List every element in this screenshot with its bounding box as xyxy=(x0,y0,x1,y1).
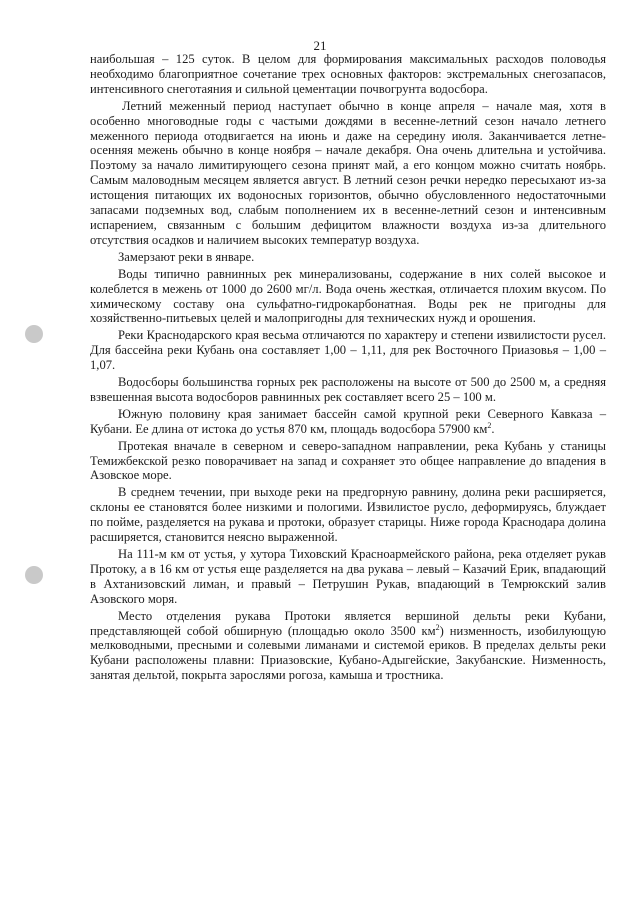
paragraph-kuban-direction: Протекая вначале в северном и северо-западном направлении, река Кубань у станицы Темижбекской резко поворачивает на запад и сохраняет это общее направление до впадения в Азовское море. xyxy=(90,438,606,483)
paragraph-catchment-heights: Водосборы большинства горных рек расположены на высоте от 500 до 2500 м, а средняя взвешенная высота водосборов равнинных рек составляет всего 25 – 100 м. xyxy=(90,375,606,404)
paragraph-freezing: Замерзают реки в январе. xyxy=(118,249,255,264)
paragraph-summer-low-water: Летний меженный период наступает обычно в конце апреля – начале мая, хотя в особенно многоводные годы с частыми дождями в весенне-летний сезон начало летнего меженного периода отодвигается на июнь и даже на середину июля. Заканчивается летне-осенняя межень обычно в конце ноября – начале декабря. Она очень длительна и устойчива. Поэтому за начало лимитирующего сезона принят май, а его концом можно считать ноябрь. Самым маловодным месяцем является август. В летний сезон речки нередко пересыхают из-за истощения питающих их водоносных горизонтов, обычно обусловленного недостаточными запасами подземных вод, слабым пополнением их в весенне-летний сезон и интенсивным испарением, связанным с большим дефицитом влажности воздуха из-за длительного отсутствия осадков и наличием высоких температур воздуха. xyxy=(90,98,606,247)
delta-text: Место отделения рукава Протоки является вершиной дельты реки Кубани, представляющей собой обширную (площадью около 3500 км xyxy=(90,608,606,638)
paragraph-mineralization: Воды типично равнинных рек минерализованы, содержание в них солей высокое и колеблется в межень от 1000 до 2600 мг/л. Вода очень жесткая, отличается плохим вкусом. По химическому составу она сульфатно-гидрокарбонатная. Воды рек не пригодны для хозяйственно-питьевых целей и малопригодны для технических нужд и орошения. xyxy=(90,266,606,326)
punch-hole-top xyxy=(25,325,43,343)
kuban-text: Южную половину края занимает бассейн самой крупной реки Северного Кавказа – Кубани. Ее длина от истока до устья 870 км, площадь водосбора 57900 км xyxy=(90,406,606,436)
delta-sup: 2 xyxy=(435,622,440,632)
paragraph-branches: На 111-м км от устья, у хутора Тиховский Красноармейского района, река отделяет рукав Протоку, а в 16 км от устья еще разделяется на два рукава – левый – Казачий Ерик, впадающий в Ахтанизовский лиман, и правый – Петрушин Рукав, впадающий в Темрюкский залив Азовского моря. xyxy=(90,547,606,606)
paragraph-sinuosity: Реки Краснодарского края весьма отличаются по характеру и степени извилистости русел. Для бассейна реки Кубань она составляет 1,00 – 1,11, для рек Восточного Приазовья – 1,00 – 1,07. xyxy=(90,328,606,373)
paragraph-flood-factors: наибольшая – 125 суток. В целом для формирования максимальных расходов половодья необходимо благоприятное сочетание трех основных факторов: экстремальных снегозапасов, интенсивного снеготаяния и сильной цементации почвогрунта водосбора. xyxy=(90,52,606,96)
document-body xyxy=(90,52,606,685)
paragraph-middle-course: В среднем течении, при выходе реки на предгорную равнину, долина реки расширяется, склоны ее становятся более низкими и пологими. Извилистое русло, деформируясь, блуждает по пойме, разделяется на рукава и протоки, образует старицы. Ниже города Краснодара долина расширяется, становится неясно выраженной. xyxy=(90,485,606,545)
paragraph-delta xyxy=(90,609,606,684)
delta-text-end: ) низменность, изобилующую мелководными, пресными и солевыми лиманами и системой ериков. В пределах дельты реки Кубани расположены плавни: Приазовские, Кубано-Адыгейские, Закубанские. Низменность, занятая дельтой, покрыта зарослями рогоза, камыша и тростника. xyxy=(90,623,606,683)
page-number: 21 xyxy=(313,38,327,53)
punch-hole-bottom xyxy=(25,566,43,584)
kuban-sup: 2 xyxy=(487,420,492,430)
kuban-text-end: . xyxy=(491,421,495,436)
paragraph-kuban-basin xyxy=(90,407,606,437)
